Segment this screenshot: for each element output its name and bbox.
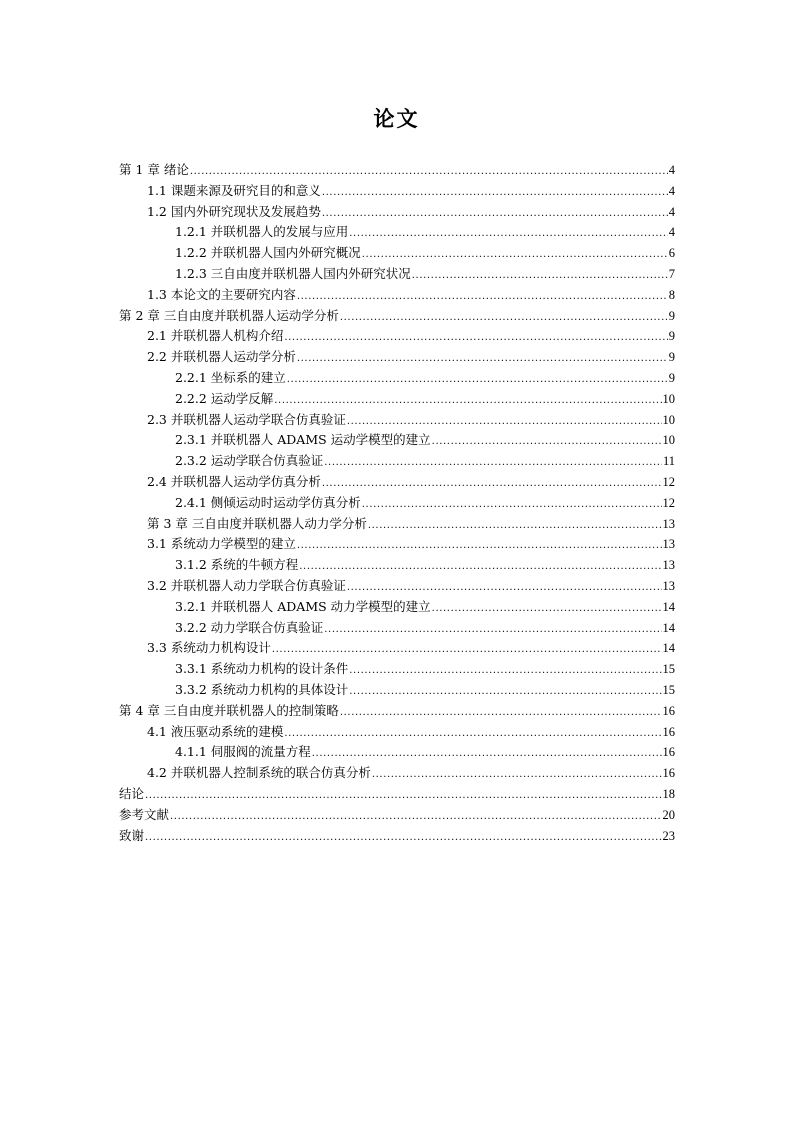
toc-entry-page: 9 [668, 370, 675, 385]
toc-leader-dots [349, 659, 661, 682]
toc-entry[interactable] [119, 160, 675, 181]
toc-entry[interactable] [119, 493, 675, 514]
toc-entry-label: 第 2 章 三自由度并联机器人运动学分析 [119, 307, 339, 323]
toc-entry[interactable] [119, 701, 675, 722]
toc-leader-dots [349, 680, 661, 703]
toc-entry-label: 致谢 [119, 827, 145, 843]
toc-entry-page: 11 [662, 454, 675, 469]
toc-leader-dots [362, 243, 668, 266]
toc-entry-page: 14 [662, 641, 675, 656]
toc-leader-dots [299, 555, 661, 578]
toc-leader-dots [170, 805, 661, 828]
toc-entry-label: 4.1 液压驱动系统的建模 [147, 723, 284, 739]
toc-entry-page: 13 [662, 578, 675, 593]
toc-leader-dots [145, 826, 661, 849]
toc-entry-label: 2.4.1 侧倾运动时运动学仿真分析 [175, 494, 361, 510]
toc-entry-page: 7 [668, 266, 675, 281]
toc-leader-dots [412, 264, 668, 287]
toc-entry-label: 3.3.2 系统动力机构的具体设计 [175, 681, 349, 697]
toc-entry-label: 3.2 并联机器人动力学联合仿真验证 [147, 577, 346, 593]
toc-entry-label: 2.2.2 运动学反解 [175, 390, 274, 406]
toc-entry-label: 2.2 并联机器人运动学分析 [147, 349, 296, 365]
toc-entry[interactable] [119, 326, 675, 347]
toc-entry[interactable] [119, 555, 675, 576]
toc-leader-dots [340, 306, 668, 329]
toc-entry[interactable] [119, 514, 675, 535]
toc-entry-label: 3.2.1 并联机器人 ADAMS 动力学模型的建立 [175, 598, 431, 614]
toc-entry-label: 2.1 并联机器人机构介绍 [147, 328, 284, 344]
toc-entry-label: 2.2.1 坐标系的建立 [175, 369, 286, 385]
toc-leader-dots [340, 701, 662, 724]
toc-entry-page: 12 [662, 474, 675, 489]
toc-entry-label: 2.3.2 运动学联合仿真验证 [175, 453, 324, 469]
toc-leader-dots [190, 160, 668, 183]
toc-entry-label: 3.1.2 系统的牛顿方程 [175, 557, 299, 573]
toc-entry[interactable] [119, 181, 675, 202]
toc-leader-dots [368, 514, 662, 537]
toc-entry-page: 16 [662, 703, 675, 718]
toc-entry-page: 4 [668, 225, 675, 240]
toc-entry[interactable] [119, 451, 675, 472]
toc-entry-label: 3.3.1 系统动力机构的设计条件 [175, 661, 349, 677]
toc-entry[interactable] [119, 805, 675, 826]
toc-entry[interactable] [119, 763, 675, 784]
toc-leader-dots [347, 576, 662, 599]
toc-entry-page: 9 [668, 350, 675, 365]
toc-entry-label: 1.3 本论文的主要研究内容 [147, 286, 296, 302]
toc-entry[interactable] [119, 618, 675, 639]
toc-entry-label: 1.2 国内外研究现状及发展趋势 [147, 203, 321, 219]
toc-entry[interactable] [119, 659, 675, 680]
toc-leader-dots [324, 451, 662, 474]
toc-entry[interactable] [119, 306, 675, 327]
toc-entry[interactable] [119, 243, 675, 264]
toc-entry[interactable] [119, 826, 675, 847]
toc-entry-label: 2.4 并联机器人运动学仿真分析 [147, 473, 321, 489]
toc-leader-dots [297, 285, 668, 308]
toc-entry-label: 4.1.1 伺服阀的流量方程 [175, 744, 311, 760]
toc-entry[interactable] [119, 430, 675, 451]
toc-leader-dots [372, 763, 662, 786]
toc-entry[interactable] [119, 722, 675, 743]
toc-entry[interactable] [119, 222, 675, 243]
toc-entry[interactable] [119, 784, 675, 805]
toc-leader-dots [347, 410, 662, 433]
toc-leader-dots [145, 784, 661, 807]
toc-leader-dots [312, 742, 662, 765]
toc-entry-page: 16 [662, 745, 675, 760]
toc-entry-page: 4 [668, 163, 675, 177]
toc-entry-label: 参考文献 [119, 806, 170, 822]
toc-entry[interactable] [119, 410, 675, 431]
toc-entry-page: 6 [668, 246, 675, 261]
toc-entry-page: 8 [668, 287, 675, 302]
toc-entry-label: 2.3 并联机器人运动学联合仿真验证 [147, 411, 346, 427]
toc-entry[interactable] [119, 368, 675, 389]
toc-leader-dots [322, 181, 668, 204]
toc-leader-dots [272, 638, 662, 661]
toc-leader-dots [432, 430, 662, 453]
toc-leader-dots [284, 722, 661, 745]
table-of-contents [119, 160, 675, 846]
toc-entry[interactable] [119, 638, 675, 659]
toc-entry[interactable] [119, 347, 675, 368]
toc-entry-page: 4 [668, 183, 675, 198]
toc-entry[interactable] [119, 472, 675, 493]
toc-entry-label: 1.2.2 并联机器人国内外研究概况 [175, 245, 361, 261]
toc-entry-label: 3.1 系统动力学模型的建立 [147, 536, 296, 552]
toc-leader-dots [362, 493, 662, 516]
toc-leader-dots [274, 389, 661, 412]
toc-entry-page: 10 [662, 412, 675, 427]
toc-entry[interactable] [119, 389, 675, 410]
toc-entry[interactable] [119, 285, 675, 306]
toc-entry[interactable] [119, 680, 675, 701]
toc-leader-dots [322, 472, 662, 495]
toc-entry-page: 15 [662, 662, 675, 677]
toc-entry[interactable] [119, 534, 675, 555]
toc-leader-dots [297, 347, 668, 370]
toc-entry-page: 14 [662, 620, 675, 635]
toc-entry-label: 1.2.3 三自由度并联机器人国内外研究状况 [175, 265, 411, 281]
document-title: 论文 [373, 106, 420, 131]
toc-entry-label: 第 3 章 三自由度并联机器人动力学分析 [147, 515, 367, 531]
toc-entry-label: 1.2.1 并联机器人的发展与应用 [175, 224, 349, 240]
toc-entry-page: 13 [662, 558, 675, 573]
toc-entry-label: 第 4 章 三自由度并联机器人的控制策略 [119, 702, 339, 718]
toc-leader-dots [324, 618, 661, 641]
toc-entry-label: 2.3.1 并联机器人 ADAMS 运动学模型的建立 [175, 432, 431, 448]
toc-entry-page: 12 [662, 495, 675, 510]
toc-leader-dots [284, 326, 667, 349]
toc-entry-page: 10 [662, 433, 675, 448]
toc-entry-page: 14 [662, 599, 675, 614]
toc-entry-page: 4 [668, 204, 675, 219]
toc-entry-page: 18 [662, 786, 675, 801]
toc-entry-label: 1.1 课题来源及研究目的和意义 [147, 182, 321, 198]
toc-leader-dots [349, 222, 667, 245]
toc-entry-page: 20 [662, 807, 675, 822]
toc-entry[interactable] [119, 264, 675, 285]
toc-entry[interactable] [119, 597, 675, 618]
toc-leader-dots [432, 597, 662, 620]
toc-entry-label: 3.3 系统动力机构设计 [147, 640, 271, 656]
toc-entry[interactable] [119, 202, 675, 223]
toc-entry-label: 3.2.2 动力学联合仿真验证 [175, 619, 324, 635]
toc-entry-page: 16 [662, 766, 675, 781]
toc-entry-page: 13 [662, 537, 675, 552]
toc-entry-page: 23 [662, 828, 675, 843]
toc-entry-page: 9 [668, 308, 675, 323]
toc-entry-page: 16 [662, 724, 675, 739]
toc-entry-page: 15 [662, 682, 675, 697]
toc-leader-dots [322, 202, 668, 225]
toc-entry[interactable] [119, 742, 675, 763]
toc-entry-page: 9 [668, 329, 675, 344]
toc-entry-page: 13 [662, 516, 675, 531]
toc-leader-dots [297, 534, 662, 557]
toc-entry-label: 结论 [119, 785, 145, 801]
toc-entry-label: 4.2 并联机器人控制系统的联合仿真分析 [147, 765, 371, 781]
toc-entry-label: 第 1 章 绪论 [119, 162, 189, 177]
toc-entry[interactable] [119, 576, 675, 597]
toc-leader-dots [287, 368, 668, 391]
toc-entry-page: 10 [662, 391, 675, 406]
